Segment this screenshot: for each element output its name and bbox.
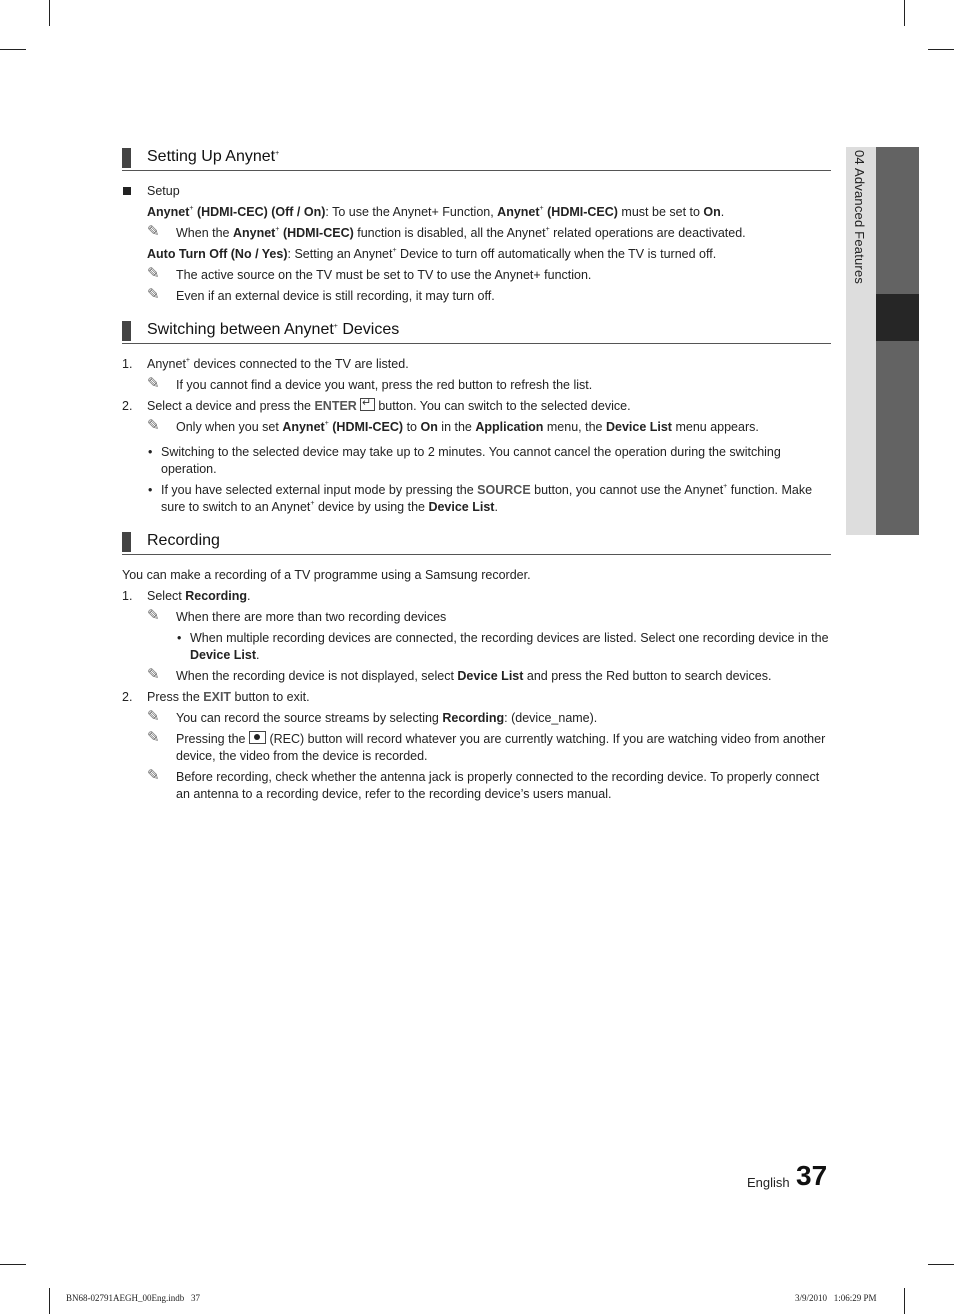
crop-mark [928, 1264, 954, 1265]
note-pencil-icon: ✎ [147, 666, 160, 683]
note-pencil-icon: ✎ [147, 417, 160, 434]
bullet-item: • When multiple recording devices are connected, the recording devices are listed. Select one recording device in the Device List. [177, 631, 829, 662]
section-header-anynet-setup [122, 146, 831, 171]
bullet-item: • Switching to the selected device may take up to 2 minutes. You cannot cancel the operation during the switching operation. [148, 445, 781, 476]
note: ✎ If you cannot find a device you want, press the red button to refresh the list. [147, 375, 593, 392]
bullet-dot-icon: • [148, 445, 153, 459]
recording-intro: You can make a recording of a TV programme using a Samsung recorder. [122, 568, 531, 582]
note-pencil-icon: ✎ [147, 607, 160, 624]
chapter-tab-marker [876, 294, 919, 341]
bullet-item: • If you have selected external input mode by pressing the SOURCE button, you cannot use the Anynet+ function. Make sure to switch to an Anynet+ device by using the Device List. [148, 483, 813, 514]
crop-mark [49, 1288, 50, 1314]
note-pencil-icon: ✎ [147, 223, 160, 240]
print-slug-file: BN68-02791AEGH_00Eng.indb 37 [66, 1293, 200, 1303]
section-bar-icon [122, 321, 131, 341]
note-pencil-icon: ✎ [147, 286, 160, 303]
step-1: 1. Select Recording. [122, 589, 251, 603]
note: ✎ Even if an external device is still recording, it may turn off. [147, 286, 495, 303]
print-slug-date: 3/9/2010 1:06:29 PM [795, 1293, 877, 1303]
note: ✎ Before recording, check whether the antenna jack is properly connected to the recording device. To properly connect an antenna to a recording device, refer to the recording device’s users manual. [147, 767, 820, 801]
section-title: Switching between Anynet+ Devices [147, 321, 400, 338]
note: ✎ Only when you set Anynet+ (HDMI-CEC) to On in the Application menu, the Device List menu appears. [147, 417, 759, 434]
section-header-recording [122, 530, 831, 555]
crop-mark [928, 49, 954, 50]
crop-mark [0, 49, 26, 50]
setup-hdmi-cec-line: Anynet+ (HDMI-CEC) (Off / On): To use the Anynet+ Function, Anynet+ (HDMI-CEC) must be set to On. [147, 205, 725, 219]
note: ✎ You can record the source streams by selecting Recording: (device_name). [147, 708, 598, 725]
note-pencil-icon: ✎ [147, 767, 160, 784]
section-header-switching [122, 319, 831, 344]
section-bar-icon [122, 532, 131, 552]
crop-mark [904, 1288, 905, 1314]
crop-mark [904, 0, 905, 26]
record-button-icon [249, 731, 266, 744]
section-title: Recording [147, 532, 220, 549]
bullet-dot-icon: • [177, 631, 182, 645]
page-content [122, 146, 831, 807]
note: ✎ When there are more than two recording devices [147, 607, 447, 624]
step-1: 1. Anynet+ devices connected to the TV are listed. [122, 357, 409, 371]
note-pencil-icon: ✎ [147, 265, 160, 282]
note-pencil-icon: ✎ [147, 729, 160, 746]
square-bullet-icon [123, 187, 131, 195]
bullet-dot-icon: • [148, 483, 153, 497]
chapter-tab-strip [876, 147, 919, 535]
note: ✎ When the Anynet+ (HDMI-CEC) function is disabled, all the Anynet+ related operations are deactivated. [147, 223, 746, 240]
page-number: 37 [796, 1160, 828, 1191]
step-2: 2. Select a device and press the ENTER↵ button. You can switch to the selected device. [122, 398, 831, 415]
crop-mark [49, 0, 50, 26]
enter-icon [360, 398, 375, 411]
note-pencil-icon: ✎ [147, 375, 160, 392]
section-title: Setting Up Anynet+ [147, 148, 280, 165]
note: ✎ When the recording device is not displayed, select Device List and press the Red button to search devices. [147, 666, 772, 683]
crop-mark [0, 1264, 26, 1265]
note: ✎ The active source on the TV must be set to TV to use the Anynet+ function. [147, 265, 592, 282]
setup-heading: Setup [122, 183, 831, 200]
note-pencil-icon: ✎ [147, 708, 160, 725]
step-2: 2. Press the EXIT button to exit. [122, 690, 310, 704]
note: ✎ Pressing the (REC) button will record whatever you are currently watching. If you are watching video from another device, the video from the device is recorded. [147, 729, 826, 763]
chapter-tab-label: 04 Advanced Features [852, 150, 867, 285]
auto-turn-off-line: Auto Turn Off (No / Yes): Setting an Anynet+ Device to turn off automatically when the TV is turned off. [147, 247, 717, 261]
footer-language: English [747, 1175, 790, 1190]
section-bar-icon [122, 148, 131, 168]
